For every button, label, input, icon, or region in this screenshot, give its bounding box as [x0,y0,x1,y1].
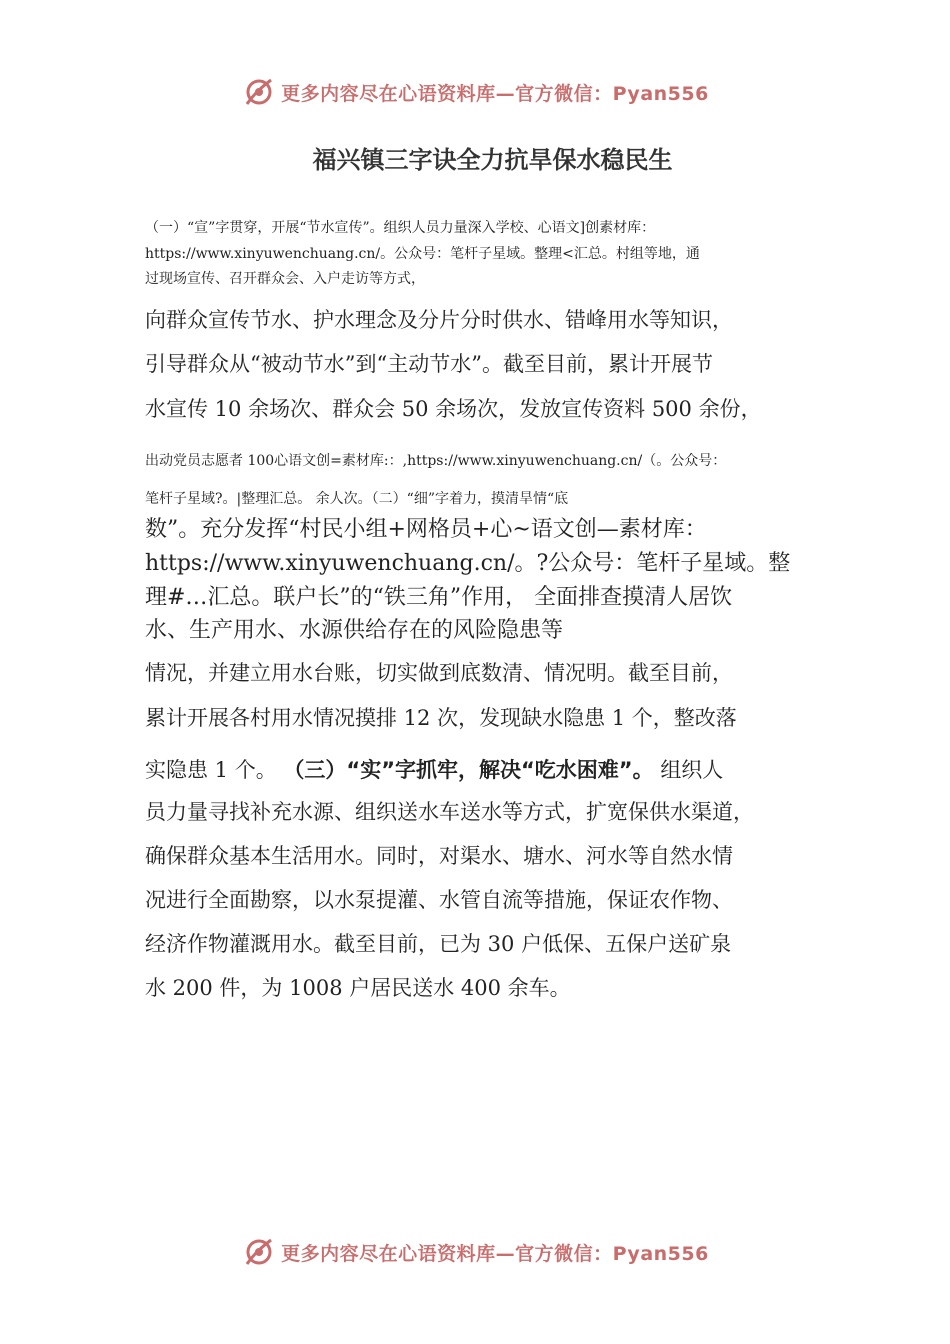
watermark-logo-icon [241,74,277,110]
body-line: 笔杆子星域?。|整理汇总。 余人次。（二）“细”字着力，摸清旱情“底 [145,491,569,507]
watermark-banner-bottom [0,1232,950,1272]
body-text: 组织人 [660,758,724,782]
body-line: 水 200 件，为 1008 户居民送水 400 余车。 [145,976,571,1000]
body-line: 理#…汇总。联户长”的“铁三角”作用， 全面排查摸清人居饮 [145,585,733,610]
body-line: （一）“宣”字贯穿，开展“节水宣传”。组织人员力量深入学校、心语文]创素材库： [145,220,656,236]
watermark-logo-icon [241,1234,277,1270]
body-line: 确保群众基本生活用水。同时，对渠水、塘水、河水等自然水情 [145,844,733,868]
body-line: https://www.xinyuwenchuang.cn/。?公众号：笔杆子星域。整 [145,551,791,576]
body-line: 况进行全面勘察，以水泵提灌、水管自流等措施，保证农作物、 [145,888,733,912]
body-line-mixed [145,754,723,784]
body-line: 出动党员志愿者 100心语文创=素材库:：,https://www.xinyuwenchuang.cn/（。公众号： [145,453,727,469]
body-text: 实隐患 1 个。 [145,758,277,782]
section-heading-3: （三）“实”字抓牢，解决“吃水困难”。 [283,758,654,782]
body-line: 引导群众从“被动节水”到“主动节水”。截至目前，累计开展节 [145,352,713,376]
body-line: 情况，并建立用水台账，切实做到底数清、情况明。截至目前， [145,661,733,685]
watermark-text: 更多内容尽在心语资料库—官方微信：Pyan556 [281,82,709,105]
watermark-banner-top [0,72,950,112]
body-line: 经济作物灌溉用水。截至目前，已为 30 户低保、五保户送矿泉 [145,932,732,956]
body-line: 水、生产用水、水源供给存在的风险隐患等 [145,618,564,643]
body-line: 数”。充分发挥“村民小组+网格员+心~语文创—素材库： [145,517,707,542]
body-line: 员力量寻找补充水源、组织送水车送水等方式，扩宽保供水渠道， [145,800,754,824]
watermark-text: 更多内容尽在心语资料库—官方微信：Pyan556 [281,1242,709,1265]
body-line: https://www.xinyuwenchuang.cn/。公众号：笔杆子星域。整理<汇总。村组等地，通 [145,246,700,262]
body-line: 过现场宣传、召开群众会、入户走访等方式， [145,271,425,287]
body-line: 累计开展各村用水情况摸排 12 次，发现缺水隐患 1 个，整改落 [145,706,737,730]
body-line: 水宣传 10 余场次、群众会 50 余场次，发放宣传资料 500 余份， [145,397,762,421]
body-line: 向群众宣传节水、护水理念及分片分时供水、错峰用水等知识， [145,308,733,332]
document-title: 福兴镇三字诀全力抗旱保水稳民生 [312,146,673,174]
